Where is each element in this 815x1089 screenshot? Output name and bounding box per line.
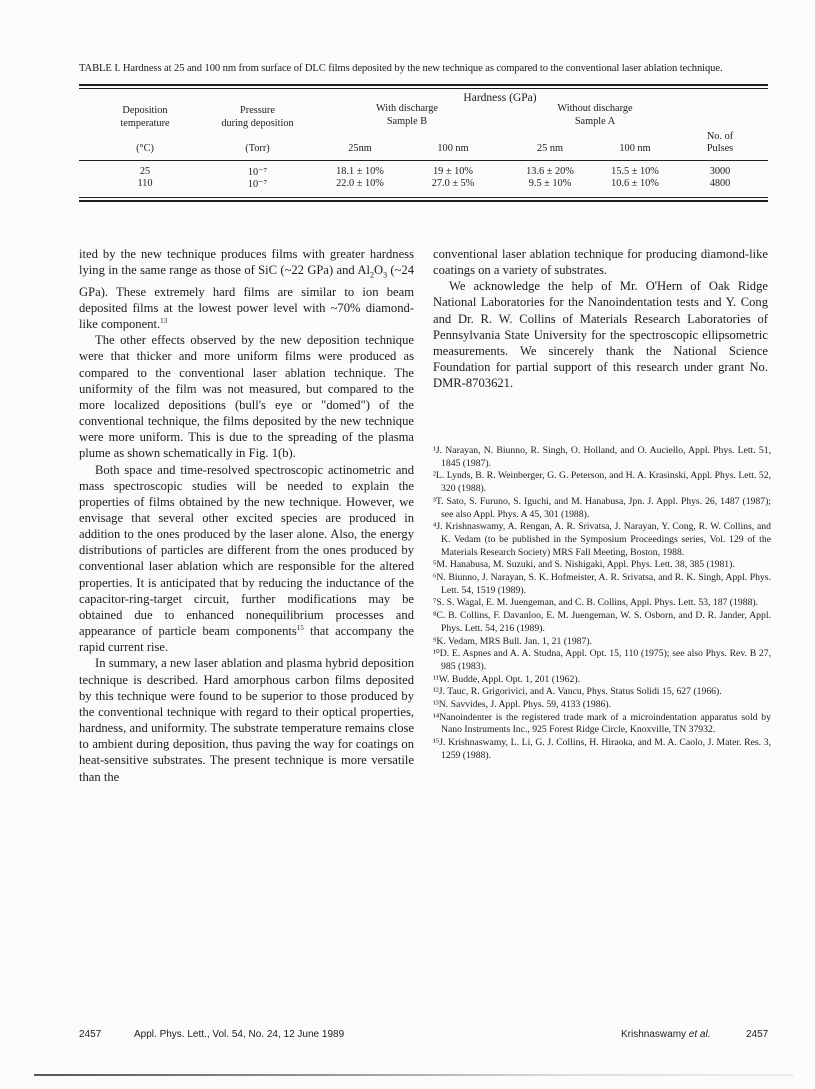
cell-a25: 13.6 ± 20%: [526, 166, 574, 177]
cell-temp: 110: [137, 178, 153, 189]
table-caption: TABLE I. Hardness at 25 and 100 nm from surface of DLC films deposited by the new technique as compared to the conventional laser ablation technique.: [79, 63, 723, 74]
page-bottom-edge: [34, 1074, 794, 1076]
cell-pulses: 3000: [709, 166, 731, 177]
cell-b100: 19 ± 10%: [433, 166, 473, 177]
cell-b100: 27.0 ± 5%: [431, 178, 475, 189]
paragraph: conventional laser ablation technique for producing diamond-like coatings on a variety of substrates.: [433, 247, 768, 278]
hardness-header: Hardness (GPa): [463, 92, 537, 104]
reference-item: ¹⁰D. E. Aspnes and A. A. Studna, Appl. Opt. 15, 110 (1975); see also Phys. Rev. B 27, 985 (1983).: [433, 648, 771, 672]
cell-a100: 10.6 ± 10%: [611, 178, 659, 189]
right-column: [433, 246, 768, 391]
reference-item: ⁴J. Krishnaswamy, A. Rengan, A. R. Srivatsa, J. Narayan, Y. Cong, R. W. Collins, and K. Vedam (to be published in the Symposium Proceedings series, Vol. 129 of the Materials Research Society) MRS Fall Meeting, Boston, 1988.: [433, 521, 771, 558]
pressure-header-2: during deposition: [221, 118, 294, 129]
depth-a-25: 25 nm: [536, 143, 564, 154]
footer-page-number-right: 2457: [746, 1029, 769, 1040]
cell-a100: 15.5 ± 10%: [611, 166, 659, 177]
reference-item: ⁶N. Biunno, J. Narayan, S. K. Hofmeister, A. R. Srivatsa, and R. K. Singh, Appl. Phys. Lett. 54, 1519 (1989).: [433, 572, 771, 596]
depth-a-100: 100 nm: [619, 143, 651, 154]
acknowledgment: We acknowledge the help of Mr. O'Hern of Oak Ridge National Laboratories for the Nanoindentation tests and Y. Cong and Dr. R. W. Collins of Materials Research Laboratories of Pennsylvania State University for the spectroscopic ellipsometric measurements. We sincerely thank the National Science Foundation for partial support of this research under grant No. DMR-8703621.: [433, 279, 768, 391]
paragraph: In summary, a new laser ablation and plasma hybrid deposition technique is described. Hard amorphous carbon films deposited by this technique were found to be superior to those produced by the conventional technique with regard to their optical properties, hardness, and uniformity. The substrate temperature remains close to ambient during deposition, thus paving the way for coatings on heat-sensitive substrates. The present technique is more versatile than the: [79, 656, 414, 784]
paragraph: The other effects observed by the new deposition technique were that thicker and more uniform films were produced as compared to the conventional laser ablation technique. The uniformity of the film was not measured, but compared to the more localized depositions (bull's eye or "domed") of the conventional technique, the films deposited by the new technique were more uniform. This is due to the spreading of the plasma plume as shown schematically in Fig. 1(b).: [79, 333, 414, 461]
cell-pulses: 4800: [709, 178, 731, 189]
table-header-rule: [79, 160, 768, 161]
reference-item: ³T. Sato, S. Furuno, S. Iguchi, and M. Hanabusa, Jpn. J. Appl. Phys. 26, 1487 (1987); see also Appl. Phys. A 45, 301 (1988).: [433, 495, 771, 520]
reference-item: ¹⁵J. Krishnaswamy, L. Li, G. J. Collins, H. Hiraoka, and M. A. Caolo, J. Mater. Res. 3, 1259 (1988).: [433, 737, 771, 761]
sample-b-header: Sample B: [386, 116, 428, 127]
temperature-unit: (°C): [136, 143, 154, 154]
reference-item: ¹²J. Tauc, R. Grigorivici, and A. Vancu, Phys. Status Solidi 15, 627 (1966).: [433, 686, 722, 698]
footer-author: Krishnaswamy et al.: [621, 1029, 711, 1040]
reference-item: ²L. Lynds, B. R. Weinberger, G. G. Peterson, and H. A. Krasinski, Appl. Phys. Lett. 52, 320 (1988).: [433, 470, 771, 495]
cell-temp: 25: [139, 166, 151, 177]
reference-item: ⁵M. Hanabusa, M. Suzuki, and S. Nishigaki, Appl. Phys. Lett. 38, 385 (1981).: [433, 559, 735, 571]
reference-item: ⁹K. Vedam, MRS Bull. Jan. 1, 21 (1987).: [433, 635, 593, 647]
cell-a25: 9.5 ± 10%: [528, 178, 572, 189]
deposition-temperature-header: Deposition: [122, 105, 168, 116]
paragraph: ited by the new technique produces films with greater hardness lying in the same range as those of SiC (~22 GPa) and $Al_2O_3$ (~24 GPa). These extremely hard films are similar to ion beam deposited films at the lowest power level with ~70% diamond-like component.$^{13}$: [79, 247, 414, 332]
pulses-header-2: Pulses: [706, 143, 734, 154]
reference-item: ¹¹W. Budde, Appl. Opt. 1, 201 (1962).: [433, 673, 580, 685]
left-column: [79, 246, 414, 785]
reference-list: [433, 445, 771, 763]
with-discharge-header: With discharge: [375, 103, 439, 114]
paragraph: Both space and time-resolved spectroscopic actinometric and mass spectroscopic studies will be needed to explain the properties of films obtained by the new technique. However, we envisage that several other excited species are produced in addition to the ones produced by the laser alone. Also, the energy distributions of particles are different from the ones produced by conventional laser ablation which are responsible for the altered properties. It is anticipated that by reducing the inductance of the capacitor-ring-target circuit, further modifications may be obtained due to enhanced nonequilibrium processes and appearance of particle beam components$^{15}$ that accompany the rapid current rise.: [79, 462, 414, 655]
pressure-header: Pressure: [240, 105, 275, 116]
table-top-rule-thin: [79, 88, 768, 89]
reference-item: ¹J. Narayan, N. Biunno, R. Singh, O. Holland, and O. Auciello, Appl. Phys. Lett. 51, 1845 (1987).: [433, 445, 771, 469]
cell-b25: 18.1 ± 10%: [336, 166, 384, 177]
reference-item: ⁸C. B. Collins, F. Davanloo, E. M. Juengeman, W. S. Osborn, and D. R. Jander, Appl. Phys. Lett. 54, 216 (1989).: [433, 610, 771, 634]
table-top-rule: [79, 84, 768, 86]
cell-pressure: 10⁻⁷: [247, 179, 268, 190]
reference-item: ¹³N. Savvides, J. Appl. Phys. 59, 4133 (1986).: [433, 699, 612, 711]
sample-a-header: Sample A: [574, 116, 616, 127]
reference-item: ¹⁴Nanoindenter is the registered trade mark of a microindentation apparatus sold by Nano Instruments Inc., 925 Forest Ridge Circle, Knoxville, TN 37932.: [433, 711, 771, 736]
table-bottom-rule-thick: [79, 200, 768, 202]
cell-pressure: 10⁻⁷: [247, 167, 268, 178]
cell-b25: 22.0 ± 10%: [336, 178, 384, 189]
footer-journal: Appl. Phys. Lett., Vol. 54, No. 24, 12 June 1989: [134, 1029, 345, 1040]
footer-page-number-left: 2457: [79, 1029, 102, 1040]
pulses-header: No. of: [706, 131, 734, 142]
deposition-temperature-header-2: temperature: [120, 118, 170, 129]
pressure-unit: (Torr): [245, 143, 270, 154]
reference-item: ⁷S. S. Wagal, E. M. Juengeman, and C. B. Collins, Appl. Phys. Lett. 53, 187 (1988).: [433, 597, 759, 609]
depth-b-25: 25nm: [348, 143, 372, 154]
depth-b-100: 100 nm: [437, 143, 469, 154]
table-bottom-rule: [79, 197, 768, 198]
without-discharge-header: Without discharge: [557, 103, 633, 114]
